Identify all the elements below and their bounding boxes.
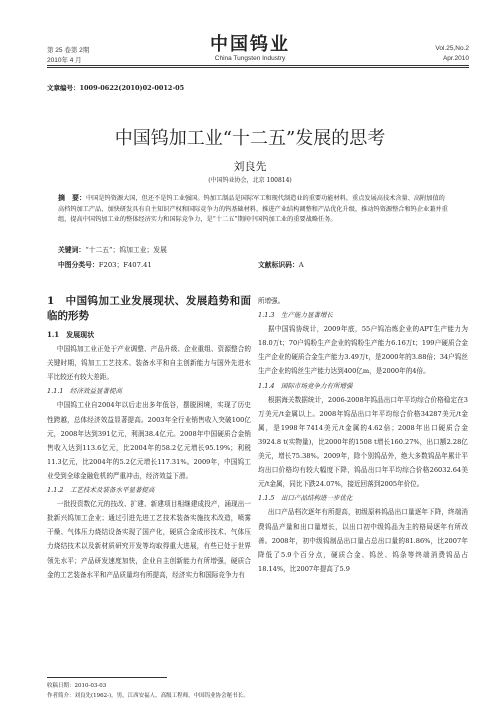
paragraph: 所增强。 — [258, 297, 285, 305]
section-1-1-1-heading: 1.1.1 经济效益显著提高 — [47, 387, 123, 396]
paragraph: 据中国钨协统计，2009年底，55户钨冶炼企业的APT生产能力为18.0万t；70户钨粉生产企业的钨粉生产能力6.16万t；199户硬质合金生产企业的硬质合金生产能力3.49万t，是2000年的3.88倍；34户钨丝生产企业的钨丝生产能力达到400亿m，是2000年的4倍。 — [258, 325, 468, 376]
abstract-text: 中国是钨资源大国，但还不是钨工业强国。钨加工制品是国际军工和现代制造业的重要功能材料，重点发展高技术含量、高附加值的高档钨加工产品，加快研发具有自主知识产权和国际竞争力的钨基础材料，推进产业结构调整和产品优化升级，推动钨资源整合和钨企业兼并重组，提高中国钨加工业的整体经济实力和国际竞争力，是“十二五”期间中国钨加工业的重要战略任务。 — [58, 195, 448, 223]
paragraph: 根据海关数据统计，2006-2008年钨品出口年平均综合价格稳定在3万美元/t金属以上。2008年钨品出口年平均综合价格34287美元/t金属，是1998年7414美元/t金属的4.62倍；2008年出口硬质合金3924.8 t(实物量)，比2000年的1508 t增长160.27%，出口额2.28亿美元，增长75.38%。2009年，除个别钨品外，绝大多数钨品年累计平均出口价格均有较大幅度下降，钨品出口年平均综合价格26032.64美元/t金属，同比下跌24.07%，接近回落到2005年价位。 — [258, 395, 468, 489]
affiliation: (中国钨业协会，北京 100814) — [208, 177, 292, 184]
paragraph: 中国钨工业自2004年以后走出多年低谷，摆脱困境，实现了历史性跨越，总体经济效益显著提高。2003年全行业销售收入突破100亿元，2008年达到391亿元，利润38.4亿元。2008年中国硬质合金销售收入达到113.6亿元，比2004年的58.2亿元增长95.19%；利税11.3亿元，比2004年的5.2亿元增长117.31%。2009年，中国钨工业受到全球金融危机的严重冲击，经济效益下滑。 — [47, 401, 251, 480]
header-rule-top — [47, 65, 469, 66]
keywords-label: 关键词： — [58, 246, 86, 254]
document-code-text: A — [298, 261, 304, 269]
article-number: 文章编号：1009-0622(2010)02-0012-05 — [47, 84, 185, 92]
right-column — [258, 294, 468, 576]
section-1-1-4-heading: 1.1.4 国际市场竞争力有所增强 — [258, 381, 353, 390]
footnote-rule — [47, 677, 167, 678]
header-rule-bottom — [47, 67, 469, 68]
document-code — [258, 259, 304, 269]
section-1-1-5-heading: 1.1.5 出口产品结构进一步优化 — [258, 494, 353, 503]
classification-text: F203；F407.41 — [98, 261, 152, 269]
section-1-1-3-heading: 1.1.3 生产能力显著增长 — [258, 311, 334, 320]
paragraph: 一批投资数亿元的技改、扩建、新建项目相继建成投产，涌现出一批新兴钨加工企业；通过引进先进工艺技术装备实施技术改造，喷雾干燥、气体压力烧结设备实现了国产化，硬质合金成形技术、气体压力烧结技术以及新材质研究开发等均取得重大进展，有些已处于世界领先水平；产品研发速度加快，企业自主创新能力有所增强，硬质合金的工艺装备水平和产品质量均有所提高，经济实力和国际竞争力有 — [47, 500, 251, 579]
paragraph: 中国钨加工业正处于产业调整、产品升级、企业重组、资源整合的关键时期，钨加工工艺技术、装备水平和自主创新能力与国外先进水平比较还有较大差距。 — [47, 345, 251, 382]
author-bio: 作者简介：刘良先(1962-)，男，江西安福人，高级工程师，中国钨业协会秘书长。 — [47, 693, 249, 699]
abstract-label: 摘 要： — [58, 193, 86, 202]
left-column — [47, 294, 251, 582]
keywords — [58, 244, 167, 254]
classification-label: 中图分类号： — [58, 261, 99, 269]
volume-number: Vol.25,No.2 — [435, 45, 469, 52]
document-code-label: 文献标识码： — [258, 261, 299, 269]
section-1-1-heading: 1.1 发展现状 — [47, 330, 95, 339]
section-1-1-2-heading: 1.1.2 工艺技术及装备水平显著提高 — [47, 486, 155, 495]
article-title: 中国钨加工业“十二五”发展的思考 — [114, 128, 386, 149]
issue-date-en: Apr.2010 — [442, 55, 469, 62]
received-date: 收稿日期：2010-03-03 — [47, 683, 107, 689]
classification — [58, 259, 152, 269]
issue-date: 2010年 4 月 — [47, 57, 82, 64]
keywords-text: “十二五”；钨加工业；发展 — [85, 246, 167, 254]
journal-english-name: China Tungsten Industry — [214, 55, 286, 62]
paragraph: 出口产品档次逐年有所提高，初级原料钨品出口量逐年下降，终端消费钨品产量和出口量增长，以出口初中级钨品为主的格局逐年有所改善。2008年，初中级钨制品出口量占总出口量的81.86%，比2007年降低了5.9个百分点，硬质合金、钨丝、钨条等终端消费钨品占18.14%，比2007年提高了5.9 — [258, 508, 468, 573]
author: 刘良先 — [233, 160, 267, 173]
abstract — [58, 193, 448, 226]
journal-logo: 中国钨业 — [210, 34, 290, 55]
issue-number: 第 25 卷第 2期 — [47, 47, 90, 54]
section-1-heading: 1 中国钨加工业发展现状、发展趋势和面临的形势 — [47, 295, 251, 322]
